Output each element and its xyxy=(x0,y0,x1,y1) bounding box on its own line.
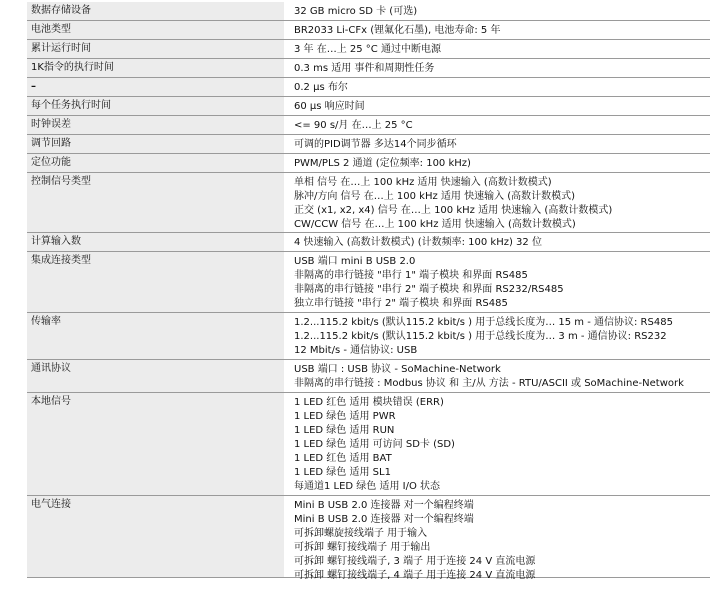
spec-label: – xyxy=(27,78,286,96)
spec-value xyxy=(286,97,710,115)
spec-value xyxy=(286,233,710,251)
spec-value xyxy=(286,173,710,232)
spec-value-line: 1 LED 绿色 适用 SL1 xyxy=(294,467,391,478)
spec-value-line: 1 LED 红色 适用 BAT xyxy=(294,453,392,464)
spec-value-line: 1.2...115.2 kbit/s (默认115.2 kbit/s ) 用于总线长度为… 15 m - 通信协议: RS485 xyxy=(294,317,673,328)
spec-label: 1K指令的执行时间 xyxy=(27,59,286,77)
spec-value-line: 1 LED 绿色 适用 可访问 SD卡 (SD) xyxy=(294,439,455,450)
spec-value xyxy=(286,360,710,392)
spec-row xyxy=(27,360,710,393)
spec-table xyxy=(27,2,710,581)
spec-label: 通讯协议 xyxy=(27,360,286,392)
spec-value xyxy=(286,116,710,134)
spec-value-line: 1.2...115.2 kbit/s (默认115.2 kbit/s ) 用于总线长度为… 3 m - 通信协议: RS232 xyxy=(294,331,667,342)
spec-row xyxy=(27,2,710,21)
spec-value-line: 32 GB micro SD 卡 (可选) xyxy=(294,6,418,17)
spec-value xyxy=(286,21,710,39)
spec-value-line: 0.3 ms 适用 事件和周期性任务 xyxy=(294,63,435,74)
spec-value-line: 独立串行链接 "串行 2" 端子模块 和界面 RS485 xyxy=(294,298,508,309)
spec-value-line: 3 年 在…上 25 °C 通过中断电源 xyxy=(294,44,441,55)
spec-row xyxy=(27,313,710,360)
spec-value-line: 1 LED 绿色 适用 PWR xyxy=(294,411,396,422)
spec-value xyxy=(286,252,710,312)
spec-label: 电气连接 xyxy=(27,496,286,577)
spec-value xyxy=(286,393,710,495)
spec-value-line: 可拆卸 螺钉接线端子 用于输出 xyxy=(294,542,431,553)
spec-value xyxy=(286,78,710,96)
spec-label: 计算输入数 xyxy=(27,233,286,251)
spec-value xyxy=(286,496,710,581)
spec-label: 定位功能 xyxy=(27,154,286,172)
spec-row xyxy=(27,116,710,135)
spec-label: 累计运行时间 xyxy=(27,40,286,58)
spec-value xyxy=(286,313,710,359)
spec-value-line: Mini B USB 2.0 连接器 对一个编程终端 xyxy=(294,500,474,511)
spec-value-line: 1 LED 红色 适用 模块错误 (ERR) xyxy=(294,397,444,408)
spec-value-line: 12 Mbit/s - 通信协议: USB xyxy=(294,345,418,356)
spec-value-line: 60 µs 响应时间 xyxy=(294,101,365,112)
spec-value-line: 正交 (x1, x2, x4) 信号 在…上 100 kHz 适用 快速输入 (高数计数模式) xyxy=(294,205,613,216)
spec-label: 集成连接类型 xyxy=(27,252,286,312)
spec-value-line: 0.2 µs 布尔 xyxy=(294,82,348,93)
spec-row xyxy=(27,393,710,496)
spec-value-line: 每通道1 LED 绿色 适用 I/O 状态 xyxy=(294,481,441,492)
spec-row xyxy=(27,59,710,78)
spec-value-line: Mini B USB 2.0 连接器 对一个编程终端 xyxy=(294,514,474,525)
spec-row xyxy=(27,135,710,154)
spec-value-line: 1 LED 绿色 适用 RUN xyxy=(294,425,395,436)
spec-row xyxy=(27,78,710,97)
spec-row xyxy=(27,97,710,116)
spec-label: 调节回路 xyxy=(27,135,286,153)
spec-value xyxy=(286,40,710,58)
spec-label: 时钟误差 xyxy=(27,116,286,134)
spec-value-line: 4 快速输入 (高数计数模式) (计数频率: 100 kHz) 32 位 xyxy=(294,237,542,248)
spec-value xyxy=(286,135,710,153)
spec-value-line: 可调的PID调节器 多达14个同步循环 xyxy=(294,139,457,150)
spec-row xyxy=(27,496,710,581)
spec-row xyxy=(27,173,710,233)
spec-value-line: <= 90 s/月 在…上 25 °C xyxy=(294,120,413,131)
spec-row xyxy=(27,154,710,173)
spec-value-line: BR2033 Li-CFx (锂氟化石墨), 电池寿命: 5 年 xyxy=(294,25,501,36)
spec-value-line: 非隔离的串行链接 "串行 1" 端子模块 和界面 RS485 xyxy=(294,270,528,281)
spec-value-line: 单相 信号 在…上 100 kHz 适用 快速输入 (高数计数模式) xyxy=(294,177,552,188)
spec-value xyxy=(286,2,710,20)
spec-row xyxy=(27,40,710,59)
spec-value-line: 可拆卸 螺钉接线端子, 4 端子 用于连接 24 V 直流电源 xyxy=(294,570,536,581)
spec-value xyxy=(286,154,710,172)
spec-value-line: 脉冲/方向 信号 在…上 100 kHz 适用 快速输入 (高数计数模式) xyxy=(294,191,576,202)
spec-value-line: USB 端口 : USB 协议 - SoMachine-Network xyxy=(294,364,501,375)
spec-label: 数据存储设备 xyxy=(27,2,286,20)
spec-value-line: CW/CCW 信号 在…上 100 kHz 适用 快速输入 (高数计数模式) xyxy=(294,219,576,230)
spec-value-line: 可拆卸 螺钉接线端子, 3 端子 用于连接 24 V 直流电源 xyxy=(294,556,536,567)
spec-value-line: USB 端口 mini B USB 2.0 xyxy=(294,256,416,267)
spec-value-line: PWM/PLS 2 通道 (定位频率: 100 kHz) xyxy=(294,158,471,169)
spec-label: 本地信号 xyxy=(27,393,286,495)
spec-row xyxy=(27,233,710,252)
spec-value xyxy=(286,59,710,77)
spec-row xyxy=(27,252,710,313)
spec-row xyxy=(27,21,710,40)
spec-label: 控制信号类型 xyxy=(27,173,286,232)
spec-value-line: 非隔离的串行链接 "串行 2" 端子模块 和界面 RS232/RS485 xyxy=(294,284,564,295)
spec-label: 每个任务执行时间 xyxy=(27,97,286,115)
spec-value-line: 可拆卸螺旋接线端子 用于输入 xyxy=(294,528,428,539)
spec-value-line: 非隔离的串行链接 : Modbus 协议 和 主/从 方法 - RTU/ASCII 或 SoMachine-Network xyxy=(294,378,684,389)
spec-label: 电池类型 xyxy=(27,21,286,39)
spec-label: 传输率 xyxy=(27,313,286,359)
